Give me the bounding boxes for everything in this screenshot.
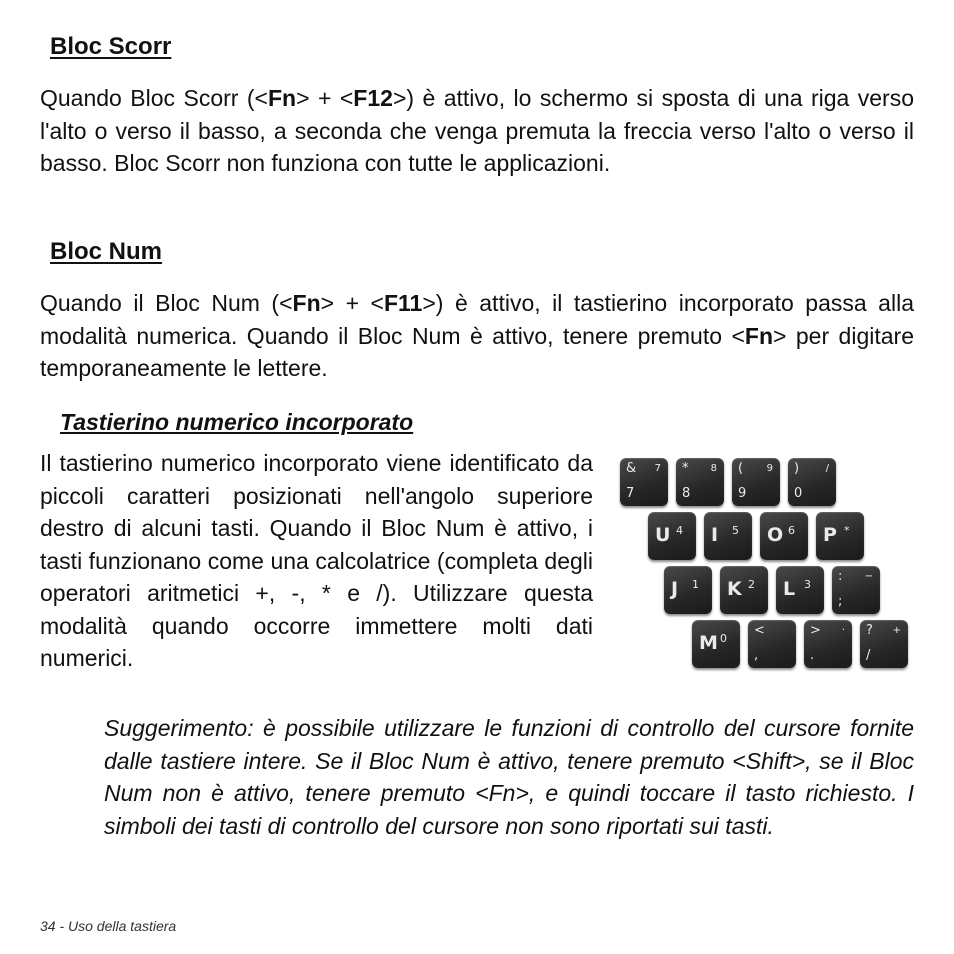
tip-paragraph: Suggerimento: è possibile utilizzare le funzioni di controllo del cursore fornite dalle tastiere intere. Se il Bloc Num è attivo, tenere premuto <Shift>, se il Bloc Num non è attivo, tenere premuto <Fn>, e quindi toccare il tasto richiesto. I simboli dei tasti di controllo del cursore non sono riportati sui tasti.: [104, 715, 914, 839]
key-name: F11: [383, 290, 423, 316]
keycap-legend: ?: [866, 623, 873, 638]
keycap-legend: −: [864, 571, 873, 582]
key-name: Fn: [267, 85, 297, 111]
keyboard-image: [618, 456, 910, 670]
text-run: > + <: [320, 290, 384, 316]
keycap-legend: P: [823, 524, 837, 546]
text-run: >) è attivo, il tastierino incorporato passa alla modalità numerica. Quando il Bloc Num è attivo, tenere premuto <: [40, 290, 914, 349]
text-run: > + <: [296, 85, 354, 111]
keycap-legend: .: [810, 648, 815, 663]
keycap-legend: 8: [682, 486, 691, 501]
text-run: > per digitare temporaneamente le lettere.: [40, 322, 914, 381]
keycap-legend: <: [754, 623, 765, 638]
keycap-legend: /: [825, 463, 829, 474]
keycap: [620, 458, 668, 506]
text-run: >) è attivo, lo schermo si sposta di una riga verso l'alto o verso il basso, a seconda che venga premuta la freccia verso l'alto o verso il basso. Bloc Scorr non funziona con tutte le applicazioni.: [40, 85, 914, 176]
text-run: Quando il Bloc Num (<: [40, 290, 293, 316]
keycap-legend: U: [655, 524, 671, 546]
keycap: [860, 620, 908, 668]
keycap-legend: ): [794, 461, 800, 476]
keycap-legend: ·: [841, 625, 845, 636]
page-footer: 34 - Uso della tastiera: [40, 918, 177, 934]
keycap: [748, 620, 796, 668]
key-name: Fn: [744, 322, 773, 349]
keycap-legend: K: [727, 578, 742, 600]
subtitle-keypad: Tastierino numerico incorporato: [60, 409, 414, 435]
keycap-legend: &: [626, 461, 637, 476]
keycap-legend: ,: [754, 648, 759, 663]
keycap-legend: M: [699, 632, 718, 654]
key-name: F12: [353, 85, 393, 111]
paragraph-bloc-scorr: [40, 82, 914, 180]
keycap-legend: 4: [676, 524, 683, 537]
keycap-legend: 2: [748, 578, 755, 591]
keycap-legend: 0: [794, 486, 803, 501]
keycap-legend: 1: [692, 578, 699, 591]
keycap-legend: 7: [654, 463, 661, 474]
keycap-legend: 7: [626, 486, 635, 501]
keycap: [816, 512, 864, 560]
text-run: Quando Bloc Scorr (<: [40, 85, 268, 111]
keycap: [760, 512, 808, 560]
keycap-legend: 6: [788, 524, 795, 537]
keycap-legend: (: [738, 461, 744, 476]
key-name: Fn: [292, 290, 321, 316]
keycap: [664, 566, 712, 614]
keycap: [720, 566, 768, 614]
keycap: [732, 458, 780, 506]
paragraph-bloc-num: [40, 287, 914, 385]
keycap: [692, 620, 740, 668]
keycap-legend: J: [671, 578, 679, 600]
keycap-legend: ;: [838, 594, 843, 609]
keycap: [704, 512, 752, 560]
keycap-legend: :: [838, 569, 843, 584]
keycap: [648, 512, 696, 560]
keycap-legend: >: [810, 623, 821, 638]
section-title-bloc-num: Bloc Num: [50, 238, 163, 265]
keycap-legend: 0: [720, 632, 727, 645]
keycap-legend: 5: [732, 524, 739, 537]
keycap-legend: I: [711, 524, 719, 546]
keycap-legend: L: [783, 578, 796, 600]
keycap-legend: /: [866, 648, 871, 663]
section-title-bloc-scorr: Bloc Scorr: [50, 33, 172, 60]
keycap-legend: 9: [738, 486, 747, 501]
keycap: [832, 566, 880, 614]
keycap-legend: 9: [766, 463, 773, 474]
keycap-legend: *: [682, 461, 689, 476]
keycap-legend: 8: [710, 463, 717, 474]
keycap-legend: +: [892, 625, 901, 636]
keycap: [676, 458, 724, 506]
keycap-legend: *: [844, 524, 850, 537]
paragraph-keypad: Il tastierino numerico incorporato viene identificato da piccoli caratteri posizionati nell'angolo superiore destro di alcuni tasti. Quando il Bloc Num è attivo, i tasti funzionano come una calcolatrice (completa degli operatori aritmetici +, -, * e /). Utilizzare questa modalità quando occorre immettere molti dati numerici.: [40, 450, 593, 671]
keycap-legend: O: [767, 524, 784, 546]
keycap: [788, 458, 836, 506]
keycap: [776, 566, 824, 614]
keycap-legend: 3: [804, 578, 811, 591]
keycap: [804, 620, 852, 668]
